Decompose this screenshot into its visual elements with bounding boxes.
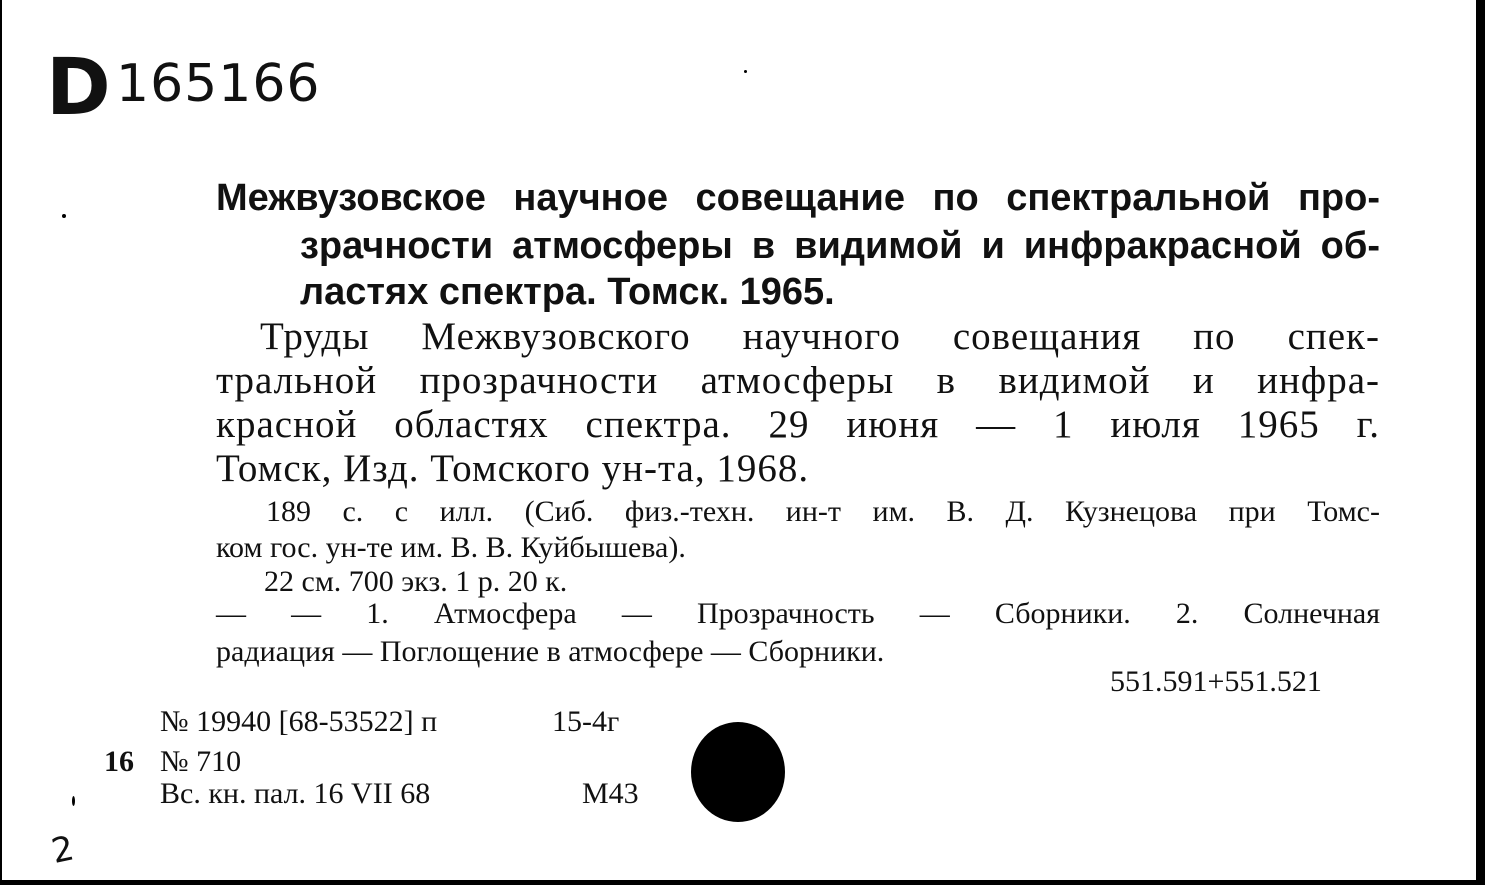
description-line: ком гос. ун-те им. В. В. Куйбышева). <box>216 531 686 564</box>
heading-line: ластях спектра. Томск. 1965. <box>300 271 835 313</box>
description-line: 22 см. 700 экз. 1 р. 20 к. <box>264 565 568 598</box>
description-line: — — 1. Атмосфера — Прозрачность — Сборники. 2. Солнечная <box>216 597 1380 630</box>
registry-prefix: 16 <box>104 745 134 778</box>
title-line: красной областях спектра. 29 июня — 1 июля 1965 г. <box>216 403 1380 446</box>
description-line: 189 с. с илл. (Сиб. физ.-техн. ин-т им. В. Д. Кузнецова при Томс- <box>266 495 1380 528</box>
description-line: радиация — Поглощение в атмосфере — Сборники. <box>216 635 885 668</box>
speck <box>62 214 66 218</box>
speck <box>744 70 747 73</box>
registry-entry: № 710 <box>160 745 242 778</box>
title-line: тральной прозрачности атмосферы в видимой и инфра- <box>216 359 1380 402</box>
call-number-digits: 165166 <box>116 54 321 114</box>
margin-mark: 2 <box>48 828 79 872</box>
title-line: Труды Межвузовского научного совещания по спек- <box>260 315 1380 358</box>
chamber-code: М43 <box>582 777 639 810</box>
punch-hole <box>691 722 785 822</box>
registry-number: № 19940 [68-53522] п <box>160 705 438 738</box>
heading-line: Межвузовское научное совещание по спектральной про- <box>216 177 1380 219</box>
chamber-date: Вс. кн. пал. 16 VII 68 <box>160 777 431 810</box>
udc-code: 551.591+551.521 <box>1110 665 1322 698</box>
catalog-card <box>2 0 1480 880</box>
heading-line: зрачности атмосферы в видимой и инфракрасной об- <box>300 225 1380 267</box>
speck <box>72 796 75 806</box>
title-line: Томск, Изд. Томского ун-та, 1968. <box>216 447 810 490</box>
call-number-letter: D <box>46 43 112 133</box>
registry-code: 15-4г <box>552 705 620 738</box>
